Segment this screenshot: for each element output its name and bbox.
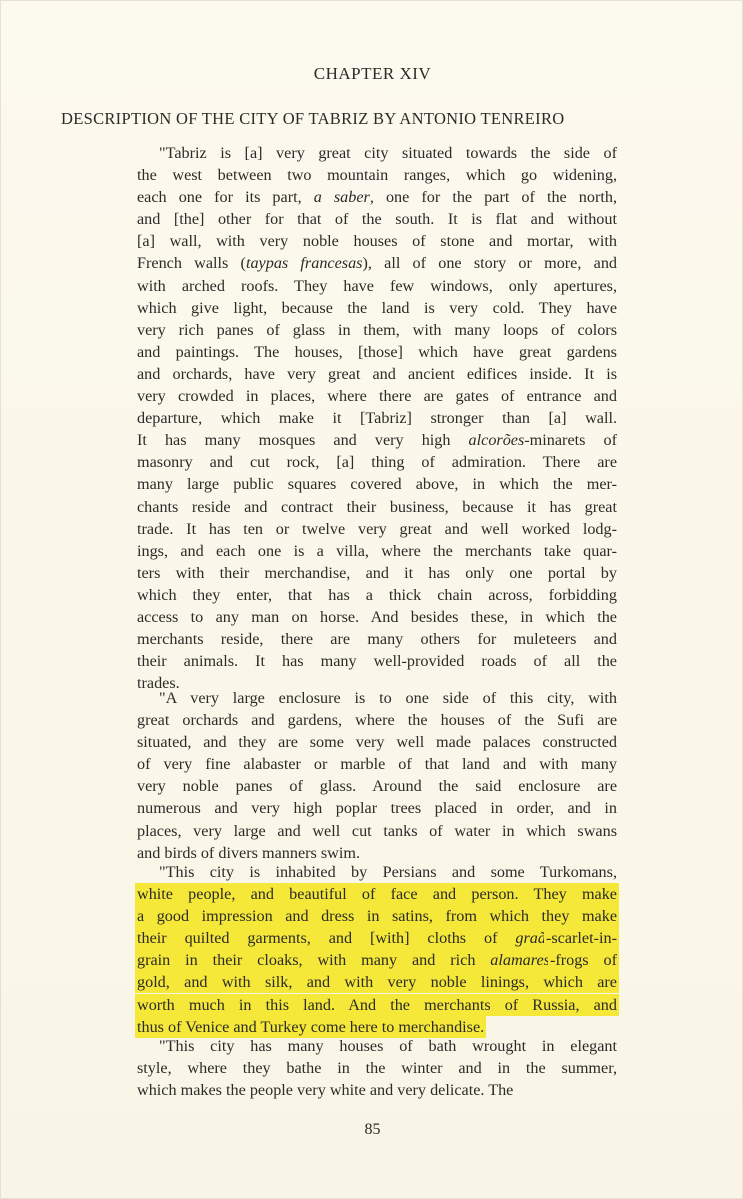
text-line	[137, 341, 617, 363]
text-segment: which makes the people very white and very delicate. The	[137, 1081, 514, 1100]
section-title: DESCRIPTION OF THE CITY OF TABRIZ BY ANTONIO TENREIRO	[61, 109, 565, 128]
text-segment: and [the] other for that of the south. It is flat and without	[137, 210, 617, 229]
text-line	[137, 709, 617, 731]
text-line	[137, 496, 617, 518]
text-line	[137, 927, 617, 949]
text-line	[137, 1057, 617, 1079]
paragraph-4	[137, 1035, 617, 1101]
text-line	[137, 252, 617, 274]
text-segment: -minarets of	[524, 431, 617, 450]
text-segment: and birds of divers manners swim.	[137, 843, 360, 862]
text-line	[137, 208, 617, 230]
text-segment: -scarlet-in-	[545, 929, 617, 948]
text-segment: "Tabriz is [a] very great city situated towards the side of	[159, 144, 617, 162]
text-segment: the west between two mountain ranges, which go widening,	[137, 166, 617, 185]
paragraph-1	[137, 142, 617, 694]
text-line	[137, 407, 617, 429]
italic-term: a saber	[313, 188, 370, 207]
text-segment: white people, and beautiful of face and person. They make	[137, 885, 617, 904]
text-segment: trade. It has ten or twelve very great and well worked lodg-	[137, 519, 617, 538]
text-line	[137, 753, 617, 775]
text-line	[137, 319, 617, 341]
text-segment: style, where they bathe in the winter and in the summer,	[137, 1059, 617, 1078]
text-segment: -frogs of	[549, 951, 617, 970]
text-line	[137, 142, 617, 164]
text-line	[137, 275, 617, 297]
text-line	[137, 797, 617, 819]
text-segment: situated, and they are some very well made palaces constructed	[137, 733, 617, 752]
text-segment: which they enter, that has a thick chain across, forbidding	[137, 585, 617, 604]
text-segment: their animals. It has many well-provided roads of all the	[137, 652, 617, 671]
italic-term: graã	[515, 929, 546, 948]
text-segment: access to any man on horse. And besides these, in which the	[137, 607, 617, 626]
text-line	[137, 1079, 617, 1101]
text-segment: merchants reside, there are many others for muleteers and	[137, 630, 617, 649]
text-line	[137, 230, 617, 252]
text-segment: "A very large enclosure is to one side of this city, with	[159, 689, 617, 707]
text-segment: chants reside and contract their business, because it has great	[137, 497, 617, 516]
text-segment: many large public squares covered above, in which the mer-	[137, 475, 617, 494]
text-segment: "This city has many houses of bath wrought in elegant	[159, 1037, 617, 1055]
text-segment: of very fine alabaster or marble of that land and with many	[137, 755, 617, 774]
text-segment: French walls (	[137, 254, 246, 273]
text-segment: ), all of one story or more, and	[362, 254, 618, 273]
text-line	[137, 731, 617, 753]
text-segment: "This city is inhabited by Persians and some Turkomans,	[159, 863, 617, 881]
chapter-heading: CHAPTER XIV	[313, 64, 432, 83]
text-segment: places, very large and well cut tanks of water in which swans	[137, 821, 617, 840]
text-segment: [a] wall, with very noble houses of stone and mortar, with	[137, 232, 617, 251]
text-line	[137, 949, 617, 971]
text-segment: departure, which make it [Tabriz] stronger than [a] wall.	[137, 409, 617, 428]
italic-term: alcorões	[468, 431, 525, 450]
text-segment: great orchards and gardens, where the houses of the Sufi are	[137, 711, 617, 730]
text-segment: grain in their cloaks, with many and rich	[137, 951, 491, 970]
text-line	[137, 1035, 617, 1057]
text-segment: thus of Venice and Turkey come here to merchandise.	[137, 1017, 485, 1036]
text-line	[137, 451, 617, 473]
text-segment: which give light, because the land is very cold. They have	[137, 298, 617, 317]
text-line	[137, 540, 617, 562]
text-line	[137, 429, 617, 451]
text-segment: and paintings. The houses, [those] which have great gardens	[137, 342, 617, 361]
text-line	[137, 820, 617, 842]
text-segment: and orchards, have very great and ancient edifices inside. It is	[137, 364, 617, 383]
text-line	[137, 628, 617, 650]
text-line	[137, 584, 617, 606]
text-line	[137, 562, 617, 584]
text-line	[137, 650, 617, 672]
text-segment: numerous and very high poplar trees placed in order, and in	[137, 799, 617, 818]
text-line	[137, 363, 617, 385]
text-segment: very crowded in places, where there are gates of entrance and	[137, 387, 617, 406]
text-segment: worth much in this land. And the merchants of Russia, and	[137, 995, 617, 1014]
text-line	[137, 186, 617, 208]
text-line	[137, 606, 617, 628]
text-segment: very noble panes of glass. Around the said enclosure are	[137, 777, 617, 796]
text-segment: ters with their merchandise, and it has only one portal by	[137, 563, 617, 582]
text-segment: ings, and each one is a villa, where the merchants take quar-	[137, 541, 617, 560]
page-number: 85	[364, 1121, 381, 1138]
text-segment: their quilted garments, and [with] cloths of	[137, 929, 516, 948]
text-segment: It has many mosques and very high	[137, 431, 469, 450]
text-line	[137, 883, 617, 905]
text-line	[137, 687, 617, 709]
text-line	[137, 164, 617, 186]
text-segment: a good impression and dress in satins, from which they make	[137, 907, 617, 926]
text-segment: each one for its part,	[137, 188, 314, 207]
paragraph-3	[137, 861, 617, 1038]
text-line	[137, 861, 617, 883]
text-segment: gold, and with silk, and with very noble linings, which are	[137, 973, 617, 992]
text-line	[137, 473, 617, 495]
paragraph-2	[137, 687, 617, 864]
text-segment: trades.	[137, 674, 180, 693]
text-segment: very rich panes of glass in them, with many loops of colors	[137, 320, 617, 339]
italic-term: alamares	[490, 951, 550, 970]
text-segment: with arched roofs. They have few windows, only apertures,	[137, 276, 617, 295]
text-line	[137, 971, 617, 993]
text-line	[137, 994, 617, 1016]
text-line	[137, 385, 617, 407]
text-segment: masonry and cut rock, [a] thing of admiration. There are	[137, 453, 617, 472]
text-line	[137, 297, 617, 319]
text-line	[137, 518, 617, 540]
text-line	[137, 775, 617, 797]
italic-term: taypas francesas	[245, 254, 363, 273]
text-segment: , one for the part of the north,	[369, 188, 618, 207]
text-line	[137, 905, 617, 927]
